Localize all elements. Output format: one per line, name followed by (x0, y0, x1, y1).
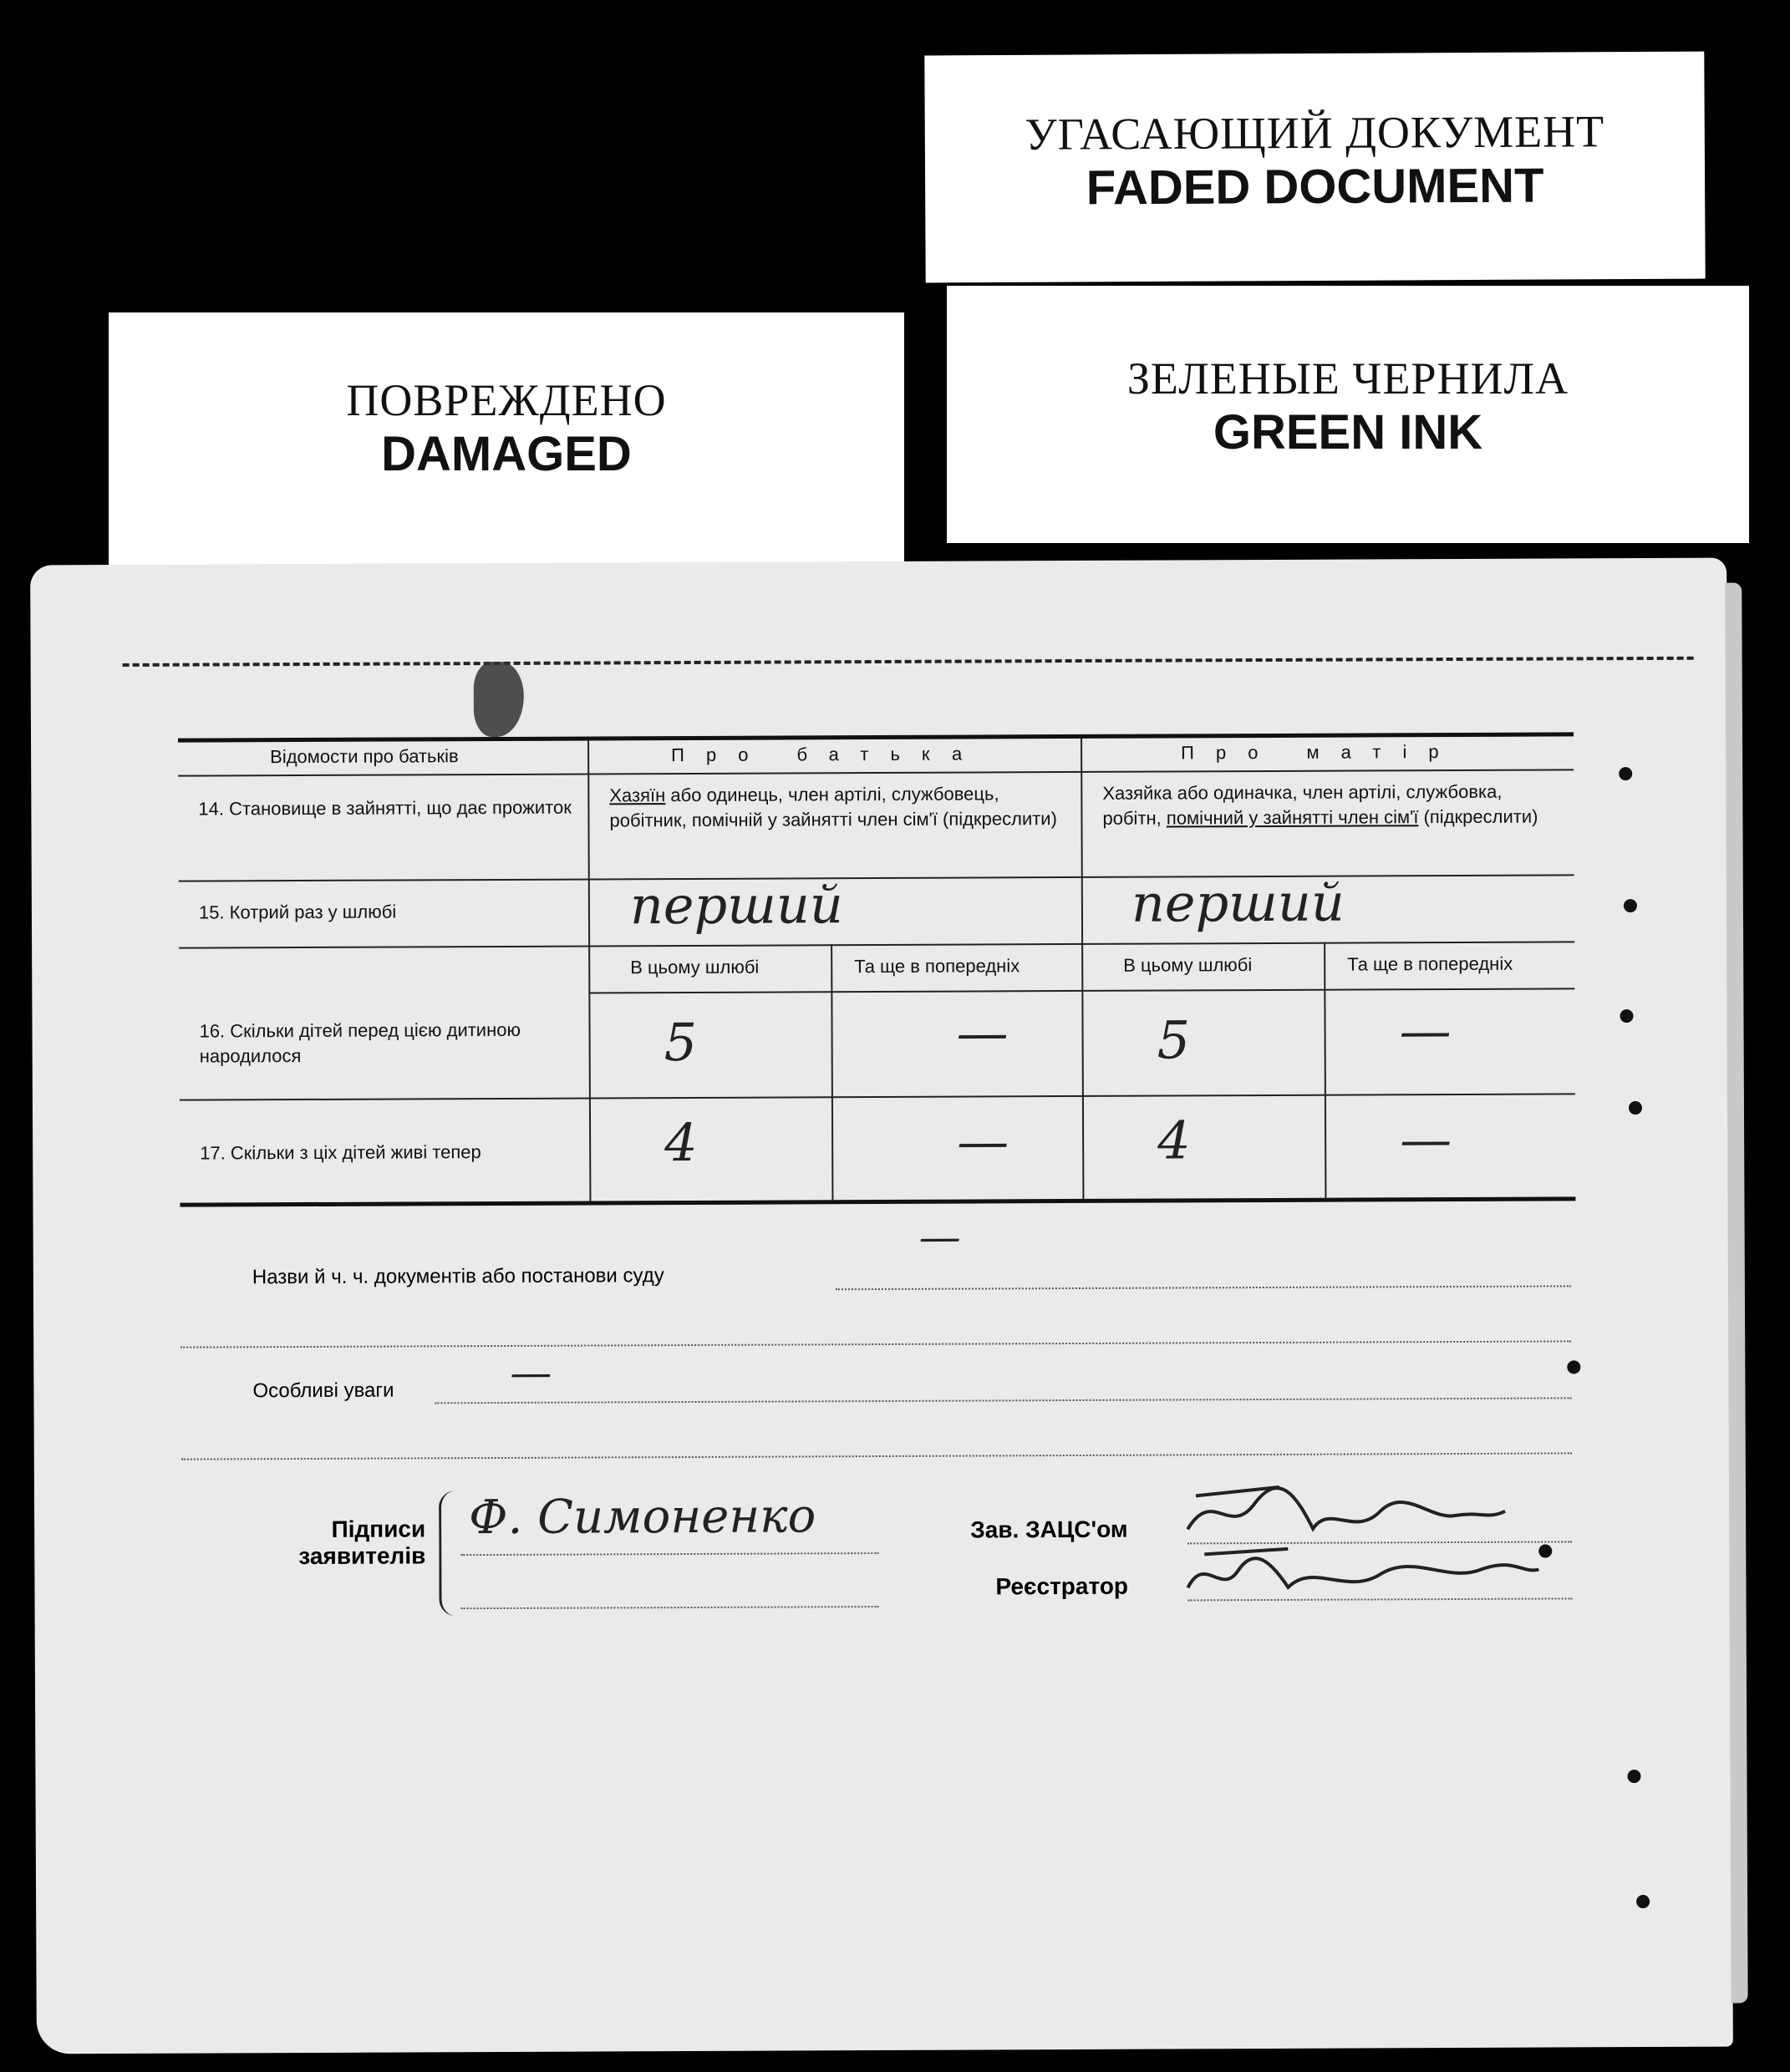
mother-header: Про матір (1181, 740, 1461, 764)
damaged-card (109, 312, 904, 571)
document-sheet (30, 558, 1733, 2054)
row14-father: Хазяїн або одинець, член артілі, службовець, робітник, помічній у зайнятті член сім'ї (підкреслити) (609, 783, 1057, 831)
ink-stain (474, 662, 524, 737)
row16-father-prev: — (956, 1002, 1009, 1064)
notes-label: Особливі уваги (252, 1379, 394, 1403)
green-ink-en: GREEN INK (1213, 405, 1483, 460)
row17-father-prev: — (956, 1110, 1009, 1172)
applicants-label: Підписи заявителів (298, 1516, 426, 1570)
punch-hole (1567, 1360, 1580, 1374)
punch-hole (1619, 767, 1632, 780)
faded-document-card (924, 52, 1705, 283)
documents-value: — (918, 1212, 961, 1262)
father-header: Про батька (671, 743, 984, 766)
subheader-father-this: В цьому шлюбі (630, 956, 760, 978)
row17-label: 17. Скільки з ціх дітей живі тепер (200, 1141, 481, 1164)
subheader-mother-this: В цьому шлюбі (1123, 954, 1253, 976)
row15-father-value: перший (629, 874, 843, 937)
row17-mother-prev: — (1399, 1109, 1452, 1171)
punch-hole (1636, 1895, 1650, 1908)
punch-hole (1629, 1101, 1642, 1115)
green-ink-ru: ЗЕЛЕНЫЕ ЧЕРНИЛА (1126, 353, 1569, 404)
registrar-signature (1179, 1536, 1547, 1613)
row17-father-this: 4 (664, 1111, 698, 1174)
row15-mother-value: перший (1131, 871, 1345, 934)
subheader-father-prev: Та ще в попередніх (854, 955, 1020, 978)
table-header-label: Відомости про батьків (270, 745, 459, 768)
faded-document-ru: УГАСАЮЩИЙ ДОКУМЕНТ (1025, 106, 1605, 160)
registrar-label: Реєстратор (995, 1572, 1129, 1600)
punch-hole (1624, 899, 1637, 912)
notes-value: — (510, 1348, 552, 1397)
green-ink-card (947, 286, 1749, 543)
damaged-en: DAMAGED (381, 427, 632, 481)
row16-label: 16. Скільки дітей перед цією дитиною народилося (199, 1018, 521, 1067)
head-label: Зав. ЗАЦС'ом (970, 1516, 1128, 1543)
documents-label: Назви й ч. ч. документів або постанови суду (252, 1264, 664, 1289)
punch-hole (1620, 1009, 1633, 1023)
row16-father-this: 5 (664, 1011, 698, 1074)
row16-mother-prev: — (1399, 1000, 1452, 1062)
row15-label: 15. Котрий раз у шлюбі (198, 901, 397, 923)
subheader-mother-prev: Та ще в попередніх (1347, 952, 1513, 975)
parents-info-table (178, 732, 1574, 1174)
faded-document-en: FADED DOCUMENT (1086, 158, 1544, 216)
row14-label: 14. Становище в зайнятті, що дає прожиток (198, 796, 572, 820)
row17-mother-this: 4 (1157, 1110, 1191, 1171)
damaged-ru: ПОВРЕЖДЕНО (346, 375, 667, 425)
punch-hole (1627, 1770, 1640, 1783)
row16-mother-this: 5 (1157, 1009, 1191, 1071)
perforation-line (123, 657, 1694, 667)
applicant-signature: Ф. Симоненко (468, 1489, 816, 1546)
row14-mother: Хазяйка або одиначка, член артілі, службовка, робітн, помічний у зайнятті член сім'ї (підкреслити) (1102, 780, 1538, 829)
